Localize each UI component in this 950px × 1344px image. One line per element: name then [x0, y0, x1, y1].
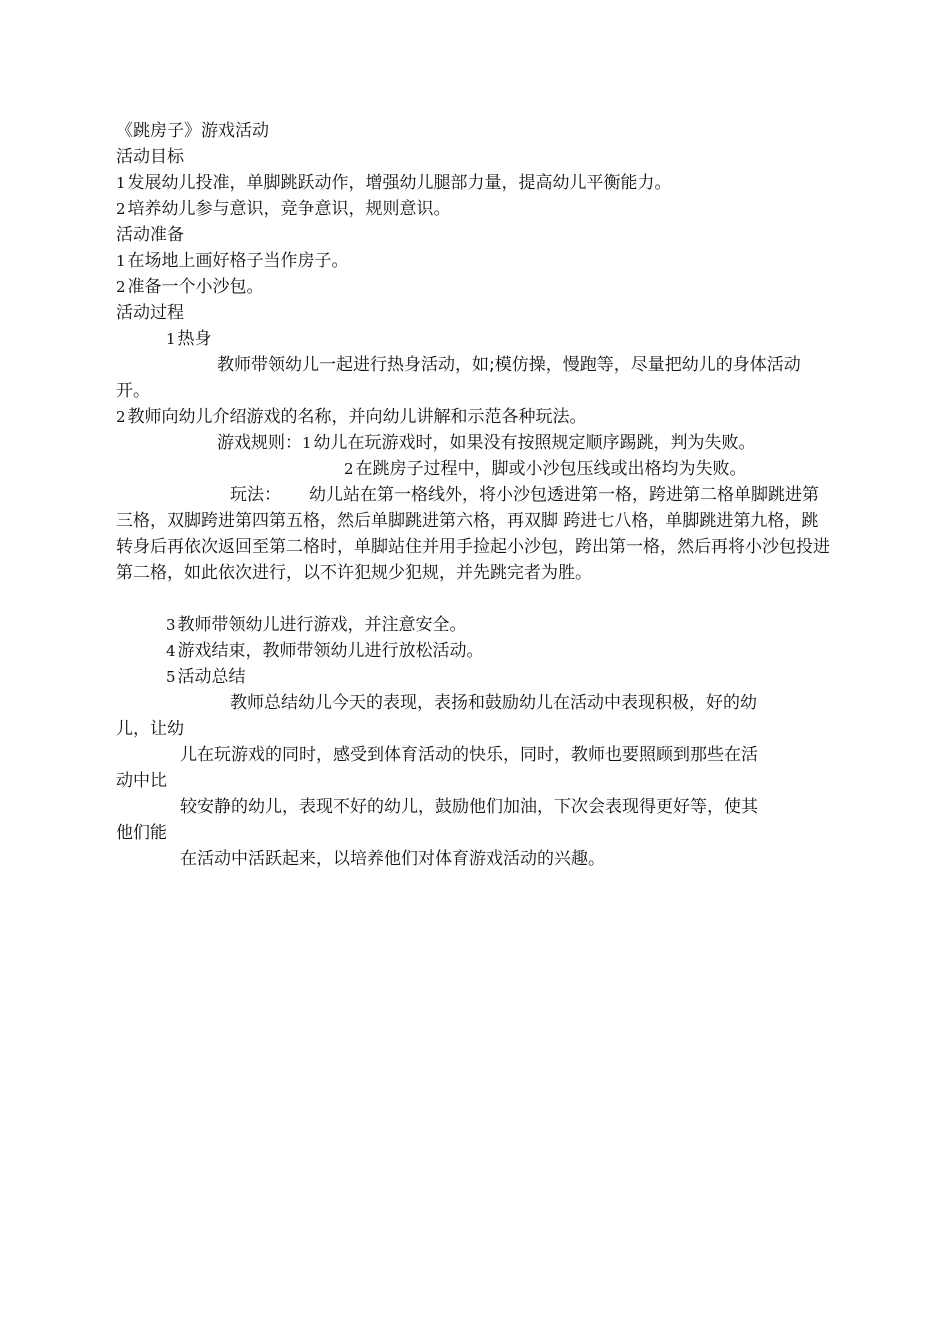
rules-label: 游戏规则： [217, 433, 302, 453]
step-5-num: 5 [166, 668, 176, 686]
goal-item-2 [116, 196, 451, 222]
rule-2-text: 在跳房子过程中，脚或小沙包压线或出格均为失败。 [355, 459, 747, 479]
summary-line-1: 教师总结幼儿今天的表现，表扬和鼓励幼儿在活动中表现积极，好的幼 [230, 693, 757, 713]
goals-heading: 活动目标 [116, 147, 184, 167]
step-3-text: 教师带领幼儿进行游戏，并注意安全。 [177, 615, 467, 635]
prep-heading: 活动准备 [116, 225, 184, 245]
step-2-num: 2 [116, 408, 126, 426]
summary-line-7: 在活动中活跃起来，以培养他们对体育游戏活动的兴趣。 [180, 849, 605, 869]
step-4 [166, 638, 484, 664]
step-3 [166, 612, 467, 638]
play-label: 玩法： [230, 485, 281, 505]
rules-line-2 [344, 456, 747, 482]
rules-line-1 [217, 430, 756, 456]
prep-item-1-num: 1 [116, 252, 126, 270]
step-1-num: 1 [166, 330, 176, 348]
rule-2-num: 2 [344, 460, 354, 478]
goal-item-1-num: 1 [116, 174, 126, 192]
goal-item-2-num: 2 [116, 200, 126, 218]
step-4-num: 4 [166, 642, 176, 660]
step-2-text: 教师向幼儿介绍游戏的名称，并向幼儿讲解和示范各种玩法。 [127, 407, 587, 427]
summary-line-4: 动中比 [116, 771, 167, 791]
step-1-text: 教师带领幼儿一起进行热身活动，如;模仿操，慢跑等，尽量把幼儿的身体活动开。 [116, 355, 801, 401]
document-title: 《跳房子》游戏活动 [116, 121, 269, 141]
goal-item-2-text: 培养幼儿参与意识，竞争意识，规则意识。 [127, 199, 451, 219]
step-4-text: 游戏结束，教师带领幼儿进行放松活动。 [177, 641, 484, 661]
rule-1-num: 1 [302, 434, 312, 452]
step-2 [116, 404, 587, 430]
step-5 [166, 664, 246, 690]
summary-line-6: 他们能 [116, 823, 167, 843]
prep-item-2-num: 2 [116, 278, 126, 296]
play-text: 幼儿站在第一格线外，将小沙包透进第一格，跨进第二格单脚跳进第三格，双脚跨进第四第五格，然后单脚跳进第六格，再双脚 跨进七八格，单脚跳进第九格，跳转身后再依次返回至第二格时，单脚站住并用手捡起小沙包，跨出第一格，然后再将小沙包投进第二格，如此依次进行，以不许犯规少犯规，并先跳完者为胜。 [116, 485, 830, 583]
prep-item-1-text: 在场地上画好格子当作房子。 [127, 251, 349, 271]
prep-item-1 [116, 248, 349, 274]
step-5-text: 活动总结 [177, 667, 246, 687]
summary-line-5: 较安静的幼儿，表现不好的幼儿，鼓励他们加油，下次会表现得更好等，使其 [180, 797, 758, 817]
step-1-label: 热身 [177, 329, 212, 349]
summary-line-2: 儿，让幼 [116, 719, 184, 739]
process-heading: 活动过程 [116, 303, 184, 323]
summary-line-3: 儿在玩游戏的同时，感受到体育活动的快乐，同时，教师也要照顾到那些在活 [180, 745, 758, 765]
prep-item-2 [116, 274, 264, 300]
goal-item-1 [116, 170, 672, 196]
rule-1-text: 幼儿在玩游戏时，如果没有按照规定顺序踢跳，判为失败。 [313, 433, 756, 453]
goal-item-1-text: 发展幼儿投准，单脚跳跃动作，增强幼儿腿部力量，提高幼儿平衡能力。 [127, 173, 672, 193]
play-paragraph [116, 482, 832, 586]
step-1 [166, 326, 212, 352]
step-3-num: 3 [166, 616, 176, 634]
prep-item-2-text: 准备一个小沙包。 [127, 277, 264, 297]
